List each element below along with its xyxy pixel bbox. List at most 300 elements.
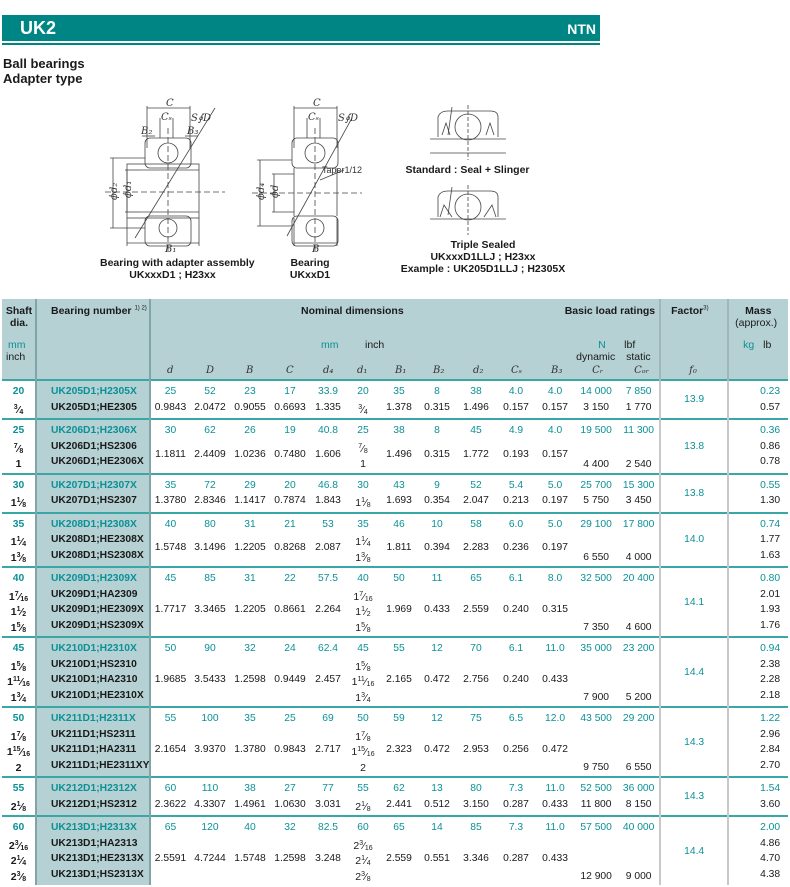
dim-d1-inch bbox=[346, 532, 380, 548]
dim-Cs-mm: 6.0 bbox=[496, 517, 536, 533]
dim-B-mm: 29 bbox=[230, 478, 270, 494]
bearing-number-note: 1) 2) bbox=[134, 306, 146, 312]
fraction-slash: ⁄ bbox=[365, 676, 367, 688]
header-mass-label: Mass bbox=[745, 305, 771, 317]
fraction-slash: ⁄ bbox=[365, 871, 367, 883]
dim-B1-inch: 2.441 bbox=[386, 799, 412, 810]
bearing-number: UK207D1;HS2307 bbox=[51, 493, 149, 509]
dim-Cor-inch: 8 150 bbox=[626, 799, 652, 810]
shaft-cell bbox=[2, 637, 36, 707]
mass-lb: 0.57 bbox=[729, 400, 780, 416]
dim-D-mm: 85 bbox=[190, 571, 230, 587]
dim-d-cell bbox=[150, 380, 190, 419]
mass-kg: 0.55 bbox=[729, 478, 780, 494]
dim-B3-inch: 0.315 bbox=[542, 604, 568, 615]
dim-d2-cell bbox=[456, 513, 496, 568]
fraction-den: 16 bbox=[365, 845, 373, 852]
dim-Cr-cell bbox=[574, 707, 618, 777]
dim-d-cell bbox=[150, 474, 190, 513]
dim-d2-inch: 2.953 bbox=[463, 744, 489, 755]
dim-B1-cell bbox=[380, 777, 418, 816]
dim-d-inch: 2.1654 bbox=[155, 744, 187, 755]
mass-cell bbox=[728, 380, 788, 419]
dim-d4-inch: 2.264 bbox=[315, 604, 341, 615]
dim-B2-label: B₂ bbox=[140, 126, 152, 137]
shaft-mm: 50 bbox=[2, 711, 35, 727]
dim-Cor-inch: 3 450 bbox=[626, 495, 652, 506]
dim-d-inch: 1.5748 bbox=[155, 542, 187, 553]
sym-d2: d₂ bbox=[473, 365, 483, 376]
inch-wrap bbox=[618, 587, 659, 634]
dim-C-inch: 0.9843 bbox=[274, 744, 306, 755]
dim-B-mm: 35 bbox=[230, 711, 270, 727]
inch-wrap bbox=[151, 797, 190, 813]
sym-B3: B₃ bbox=[551, 365, 562, 376]
inch-wrap bbox=[151, 587, 190, 634]
dim-B-mm: 31 bbox=[230, 517, 270, 533]
mass-lb: 2.96 bbox=[729, 727, 780, 743]
dim-d2-inch: 1.496 bbox=[463, 402, 489, 413]
inch-wrap bbox=[456, 727, 496, 774]
inch-wrap bbox=[618, 836, 659, 883]
shaft-inch bbox=[2, 742, 35, 758]
dim-d1-mm: 35 bbox=[346, 517, 380, 533]
bearing-number: UK213D1;H2313X bbox=[51, 820, 149, 836]
bearing-number: UK210D1;HA2310 bbox=[51, 672, 149, 688]
fraction bbox=[360, 454, 366, 475]
dim-d4-cell bbox=[310, 474, 346, 513]
fraction-den: 16 bbox=[367, 681, 375, 688]
inch-wrap bbox=[270, 439, 310, 470]
dim-B2-cell bbox=[418, 777, 456, 816]
fraction-num: 1 bbox=[17, 536, 21, 543]
bearing-number: UK209D1;HE2309X bbox=[51, 602, 149, 618]
inch-wrap bbox=[574, 400, 618, 416]
inch-wrap bbox=[380, 587, 418, 634]
fraction-num: 1 bbox=[361, 606, 365, 613]
fraction-whole: 2 bbox=[11, 855, 17, 867]
mass-cell bbox=[728, 419, 788, 474]
dim-B1-inch: 1.693 bbox=[386, 495, 412, 506]
mass-lb: 1.93 bbox=[729, 602, 780, 618]
dim-d-cell bbox=[150, 777, 190, 816]
dim-d1-mm: 50 bbox=[346, 711, 380, 727]
fraction-whole: 1 bbox=[11, 552, 17, 564]
bearing-number: UK205D1;H2305X bbox=[51, 384, 149, 400]
inch-wrap bbox=[270, 727, 310, 774]
dim-Cr-cell bbox=[574, 567, 618, 637]
subtitle-line-1: Ball bearings bbox=[3, 56, 85, 71]
dim-Cs-mm: 4.9 bbox=[496, 423, 536, 439]
dim-B1-inch: 1.378 bbox=[386, 402, 412, 413]
bearing-number: UK210D1;HE2310X bbox=[51, 688, 149, 704]
fraction-num: 3 bbox=[17, 871, 21, 878]
inch-wrap bbox=[536, 439, 574, 470]
dim-B-cell bbox=[230, 419, 270, 474]
dim-d-inch: 0.9843 bbox=[155, 402, 187, 413]
dim-B1-cell bbox=[380, 816, 418, 885]
dim-D-inch: 3.1496 bbox=[194, 542, 226, 553]
caption-line: Triple Sealed bbox=[398, 239, 568, 251]
fraction-num: 3 bbox=[361, 552, 365, 559]
dim-Cr-mm: 19 500 bbox=[574, 423, 618, 439]
mass-lb: 1.30 bbox=[729, 493, 780, 509]
dim-Cr-mm: 29 100 bbox=[574, 517, 618, 533]
dim-d4-inch: 1.335 bbox=[315, 402, 341, 413]
dim-B3-cell bbox=[536, 380, 574, 419]
bearing-number: UK211D1;HE2311XY bbox=[51, 758, 149, 774]
dim-Cor-mm: 15 300 bbox=[618, 478, 659, 494]
shaft-inch bbox=[2, 548, 35, 564]
dim-d4-mm: 62.4 bbox=[310, 641, 346, 657]
dim-d1-cell bbox=[346, 567, 380, 637]
dim-C-mm: 32 bbox=[270, 820, 310, 836]
dim-d-mm: 25 bbox=[151, 384, 190, 400]
dim-d2-inch: 2.559 bbox=[463, 604, 489, 615]
dim-d2-cell bbox=[456, 567, 496, 637]
sym-B2: B₂ bbox=[433, 365, 444, 376]
dim-d1-cell bbox=[346, 513, 380, 568]
dim-D-cell bbox=[190, 513, 230, 568]
fraction-num: 3 bbox=[359, 840, 363, 847]
header-bearing-number bbox=[36, 299, 150, 380]
inch-wrap bbox=[496, 797, 536, 813]
dim-B3-cell bbox=[536, 567, 574, 637]
dim-Cr-mm: 52 500 bbox=[574, 781, 618, 797]
inch-wrap bbox=[380, 532, 418, 563]
shaft-cell bbox=[2, 816, 36, 885]
dim-Cs-inch: 0.193 bbox=[503, 449, 529, 460]
shaft-inch bbox=[2, 454, 35, 470]
dim-d2-cell bbox=[456, 707, 496, 777]
dim-C-cell bbox=[270, 637, 310, 707]
shaft-inch bbox=[2, 602, 35, 618]
dim-B1-cell bbox=[380, 419, 418, 474]
dim-d-cell bbox=[150, 707, 190, 777]
inch-wrap bbox=[536, 797, 574, 813]
fraction-whole: 1 bbox=[355, 692, 361, 704]
dim-B3-mm: 8.0 bbox=[536, 571, 574, 587]
fraction-num: 1 bbox=[17, 855, 21, 862]
sym-B1: B₁ bbox=[395, 365, 406, 376]
bearing-number: UK211D1;HA2311 bbox=[51, 742, 149, 758]
fraction-slash: ⁄ bbox=[365, 731, 367, 743]
inch-wrap bbox=[190, 727, 230, 774]
dim-D-mm: 90 bbox=[190, 641, 230, 657]
dim-B1-mm: 62 bbox=[380, 781, 418, 797]
inch-wrap bbox=[270, 836, 310, 883]
mass-cell bbox=[728, 637, 788, 707]
dim-Cs-label: Cₛ bbox=[161, 112, 172, 123]
factor-note: 3) bbox=[703, 306, 708, 312]
factor-cell: 13.9 bbox=[660, 380, 728, 419]
dim-B-inch: 1.0236 bbox=[234, 449, 266, 460]
inch-wrap bbox=[496, 657, 536, 704]
fraction bbox=[11, 867, 26, 887]
header-load bbox=[574, 299, 660, 380]
fraction bbox=[11, 548, 26, 569]
dim-B-inch: 1.3780 bbox=[234, 744, 266, 755]
dim-d2-inch: 3.346 bbox=[463, 853, 489, 864]
dim-B3-cell bbox=[536, 513, 574, 568]
sym-Cor: Cₒᵣ bbox=[634, 365, 649, 376]
dim-d2-inch: 1.772 bbox=[463, 449, 489, 460]
dim-D-cell bbox=[190, 419, 230, 474]
dim-Cr-mm: 25 700 bbox=[574, 478, 618, 494]
bearing-number: UK209D1;HS2309X bbox=[51, 618, 149, 634]
dim-Cs-mm: 7.3 bbox=[496, 781, 536, 797]
mass-lb: 1.76 bbox=[729, 618, 780, 634]
dim-D-mm: 80 bbox=[190, 517, 230, 533]
dim-B1-cell bbox=[380, 513, 418, 568]
shaft-mm: 45 bbox=[2, 641, 35, 657]
header-nominal-label: Nominal dimensions bbox=[301, 305, 404, 317]
fraction-whole: 2 bbox=[355, 855, 361, 867]
fraction bbox=[355, 797, 370, 818]
dim-Cr-mm: 32 500 bbox=[574, 571, 618, 587]
dim-D-mm: 72 bbox=[190, 478, 230, 494]
dim-d1-inch bbox=[346, 727, 380, 743]
fraction-whole: 1 bbox=[355, 497, 361, 509]
fraction-slash: ⁄ bbox=[21, 536, 23, 548]
dim-d2-cell bbox=[456, 380, 496, 419]
header-factor bbox=[660, 299, 728, 380]
dim-B3-mm: 12.0 bbox=[536, 711, 574, 727]
dim-D-mm: 62 bbox=[190, 423, 230, 439]
inch-wrap bbox=[496, 493, 536, 509]
inch-wrap bbox=[496, 587, 536, 634]
dim-d1-inch bbox=[346, 587, 380, 603]
inch-wrap bbox=[574, 727, 618, 774]
dim-B2-cell bbox=[418, 474, 456, 513]
dim-d2-mm: 85 bbox=[456, 820, 496, 836]
fraction-num: 5 bbox=[361, 661, 365, 668]
dim-B-inch: 0.9055 bbox=[234, 402, 266, 413]
fraction-slash: ⁄ bbox=[21, 746, 23, 758]
inch-wrap bbox=[456, 797, 496, 813]
dim-Cr-cell bbox=[574, 637, 618, 707]
dim-B3-mm: 5.0 bbox=[536, 478, 574, 494]
dim-B1-cell bbox=[380, 567, 418, 637]
bearing-number-cell bbox=[36, 567, 150, 637]
dim-Cr-inch: 3 150 bbox=[583, 402, 609, 413]
fraction-den: 4 bbox=[22, 697, 26, 704]
dim-C-cell bbox=[270, 816, 310, 885]
fraction-whole: 2 bbox=[16, 762, 22, 774]
dim-d1-cell bbox=[346, 816, 380, 885]
dim-d1-cell bbox=[346, 707, 380, 777]
dim-B3-label: B₃ bbox=[186, 126, 198, 137]
factor-cell: 14.3 bbox=[660, 707, 728, 777]
header-shaft bbox=[2, 299, 36, 380]
dim-Cs-inch: 0.240 bbox=[503, 674, 529, 685]
inch-wrap bbox=[496, 439, 536, 470]
bearing-number: UK210D1;H2310X bbox=[51, 641, 149, 657]
inch-wrap bbox=[151, 532, 190, 563]
inch-wrap bbox=[310, 797, 346, 813]
fraction-num: 7 bbox=[361, 731, 365, 738]
dim-B2-cell bbox=[418, 513, 456, 568]
dim-B1-mm: 59 bbox=[380, 711, 418, 727]
dim-d4-mm: 33.9 bbox=[310, 384, 346, 400]
dim-Cr-mm: 35 000 bbox=[574, 641, 618, 657]
dim-d-mm: 60 bbox=[151, 781, 190, 797]
dim-B-inch: 1.5748 bbox=[234, 853, 266, 864]
shaft-cell bbox=[2, 513, 36, 568]
dim-Cs-cell bbox=[496, 513, 536, 568]
fraction-num: 3 bbox=[361, 692, 365, 699]
inch-wrap bbox=[380, 439, 418, 470]
sym-C: C bbox=[286, 365, 294, 376]
fraction-whole: 1 bbox=[352, 676, 358, 688]
dim-B1-cell bbox=[380, 707, 418, 777]
dim-d4-inch: 2.087 bbox=[315, 542, 341, 553]
fraction-num: 3 bbox=[361, 871, 365, 878]
dim-d1-mm: 25 bbox=[346, 423, 380, 439]
inch-wrap bbox=[380, 493, 418, 509]
dim-d4-cell bbox=[310, 380, 346, 419]
shaft-cell bbox=[2, 567, 36, 637]
dim-C-cell bbox=[270, 474, 310, 513]
fraction bbox=[16, 758, 22, 779]
fraction bbox=[11, 797, 26, 818]
inch-wrap bbox=[230, 400, 270, 416]
fraction-den: 16 bbox=[20, 596, 28, 603]
bearing-number: UK213D1;HS2313X bbox=[51, 867, 149, 883]
dim-Cor-inch: 4 000 bbox=[626, 552, 652, 563]
dim-d2-cell bbox=[456, 637, 496, 707]
dim-C-mm: 21 bbox=[270, 517, 310, 533]
fraction-den: 8 bbox=[367, 666, 371, 673]
factor-cell: 14.0 bbox=[660, 513, 728, 568]
mass-kg: 0.80 bbox=[729, 571, 780, 587]
shaft-cell bbox=[2, 474, 36, 513]
fraction-den: 4 bbox=[367, 541, 371, 548]
inch-wrap bbox=[536, 587, 574, 634]
dim-B1-inch: 1.496 bbox=[386, 449, 412, 460]
fraction-slash: ⁄ bbox=[363, 840, 365, 852]
dim-d4-cell bbox=[310, 816, 346, 885]
inch-wrap bbox=[230, 727, 270, 774]
dim-C-inch: 0.6693 bbox=[274, 402, 306, 413]
mass-kg: 0.23 bbox=[729, 384, 780, 400]
dim-B-cell bbox=[230, 567, 270, 637]
dim-d1-inch bbox=[346, 439, 380, 455]
dim-SD-label: S∮D bbox=[191, 113, 211, 124]
dim-d-cell bbox=[150, 513, 190, 568]
dim-Cr-cell bbox=[574, 816, 618, 885]
inch-wrap bbox=[574, 836, 618, 883]
dim-d1-inch bbox=[346, 618, 380, 634]
dim-Cs-mm: 4.0 bbox=[496, 384, 536, 400]
inch-wrap bbox=[380, 657, 418, 704]
inch-wrap bbox=[418, 797, 456, 813]
shaft-inch bbox=[2, 867, 35, 883]
sym-f0: f₀ bbox=[689, 365, 697, 376]
fraction bbox=[355, 867, 370, 887]
fraction-den: 16 bbox=[365, 596, 373, 603]
banner-rule bbox=[2, 43, 600, 45]
inch-wrap bbox=[151, 836, 190, 883]
dim-Cr-inch: 4 400 bbox=[583, 459, 609, 470]
dim-D-cell bbox=[190, 637, 230, 707]
dim-B-cell bbox=[230, 380, 270, 419]
dim-d1-cell bbox=[346, 637, 380, 707]
dim-B-cell bbox=[230, 777, 270, 816]
bearing-drawing bbox=[252, 98, 382, 256]
dim-B2-cell bbox=[418, 567, 456, 637]
dim-B1-cell bbox=[380, 474, 418, 513]
inch-wrap bbox=[310, 587, 346, 634]
bearing-number: UK207D1;H2307X bbox=[51, 478, 149, 494]
dim-d-mm: 30 bbox=[151, 423, 190, 439]
mass-lb: 4.86 bbox=[729, 836, 780, 852]
dim-d1-inch bbox=[346, 867, 380, 883]
dim-d2-mm: 58 bbox=[456, 517, 496, 533]
fraction bbox=[360, 758, 366, 779]
shaft-mm: 30 bbox=[2, 478, 35, 494]
caption-line: UKxxxD1 ; H23xx bbox=[100, 269, 245, 281]
dim-D-mm: 110 bbox=[190, 781, 230, 797]
inch-wrap bbox=[536, 836, 574, 883]
dim-Cs-mm: 6.1 bbox=[496, 641, 536, 657]
fraction-num: 7 bbox=[15, 591, 19, 598]
dim-d4-mm: 46.8 bbox=[310, 478, 346, 494]
dim-B2-inch: 0.354 bbox=[424, 495, 450, 506]
shaft-inch bbox=[2, 672, 35, 688]
dim-d1-inch bbox=[346, 493, 380, 509]
dim-C-mm: 22 bbox=[270, 571, 310, 587]
fraction-whole: 1 bbox=[355, 731, 361, 743]
table-body bbox=[2, 380, 788, 885]
mass-cell bbox=[728, 816, 788, 885]
dim-B2-cell bbox=[418, 419, 456, 474]
dim-B-cell bbox=[230, 637, 270, 707]
fraction-num: 1 bbox=[17, 497, 21, 504]
fraction-slash: ⁄ bbox=[18, 443, 20, 455]
caption-line: UKxxxD1LLJ ; H23xx bbox=[398, 251, 568, 263]
inch-wrap bbox=[310, 727, 346, 774]
fraction-slash: ⁄ bbox=[365, 855, 367, 867]
inch-wrap bbox=[418, 532, 456, 563]
inch-wrap bbox=[618, 727, 659, 774]
inch-wrap bbox=[270, 587, 310, 634]
mass-lb: 0.78 bbox=[729, 454, 780, 470]
shaft-mm: 35 bbox=[2, 517, 35, 533]
dim-C-cell bbox=[270, 513, 310, 568]
inch-wrap bbox=[618, 532, 659, 563]
header-shaft-mm: mm bbox=[8, 339, 26, 351]
dim-d2-mm: 65 bbox=[456, 571, 496, 587]
inch-wrap bbox=[230, 587, 270, 634]
dim-B2-mm: 9 bbox=[418, 478, 456, 494]
dim-d4-cell bbox=[310, 419, 346, 474]
dim-Cor-inch: 6 550 bbox=[626, 762, 652, 773]
inch-wrap bbox=[151, 727, 190, 774]
dim-d1-mm: 30 bbox=[346, 478, 380, 494]
dim-d-mm: 35 bbox=[151, 478, 190, 494]
fraction-slash: ⁄ bbox=[365, 606, 367, 618]
shaft-inch bbox=[2, 587, 35, 603]
header-load-N: N bbox=[598, 339, 606, 351]
inch-wrap bbox=[230, 657, 270, 704]
fraction-whole: 2 bbox=[9, 840, 15, 852]
shaft-inch bbox=[2, 493, 35, 509]
dim-d4-inch: 3.031 bbox=[315, 799, 341, 810]
bearing-number: UK211D1;HS2311 bbox=[51, 727, 149, 743]
dim-d1-inch bbox=[346, 400, 380, 416]
dim-d4-cell bbox=[310, 707, 346, 777]
